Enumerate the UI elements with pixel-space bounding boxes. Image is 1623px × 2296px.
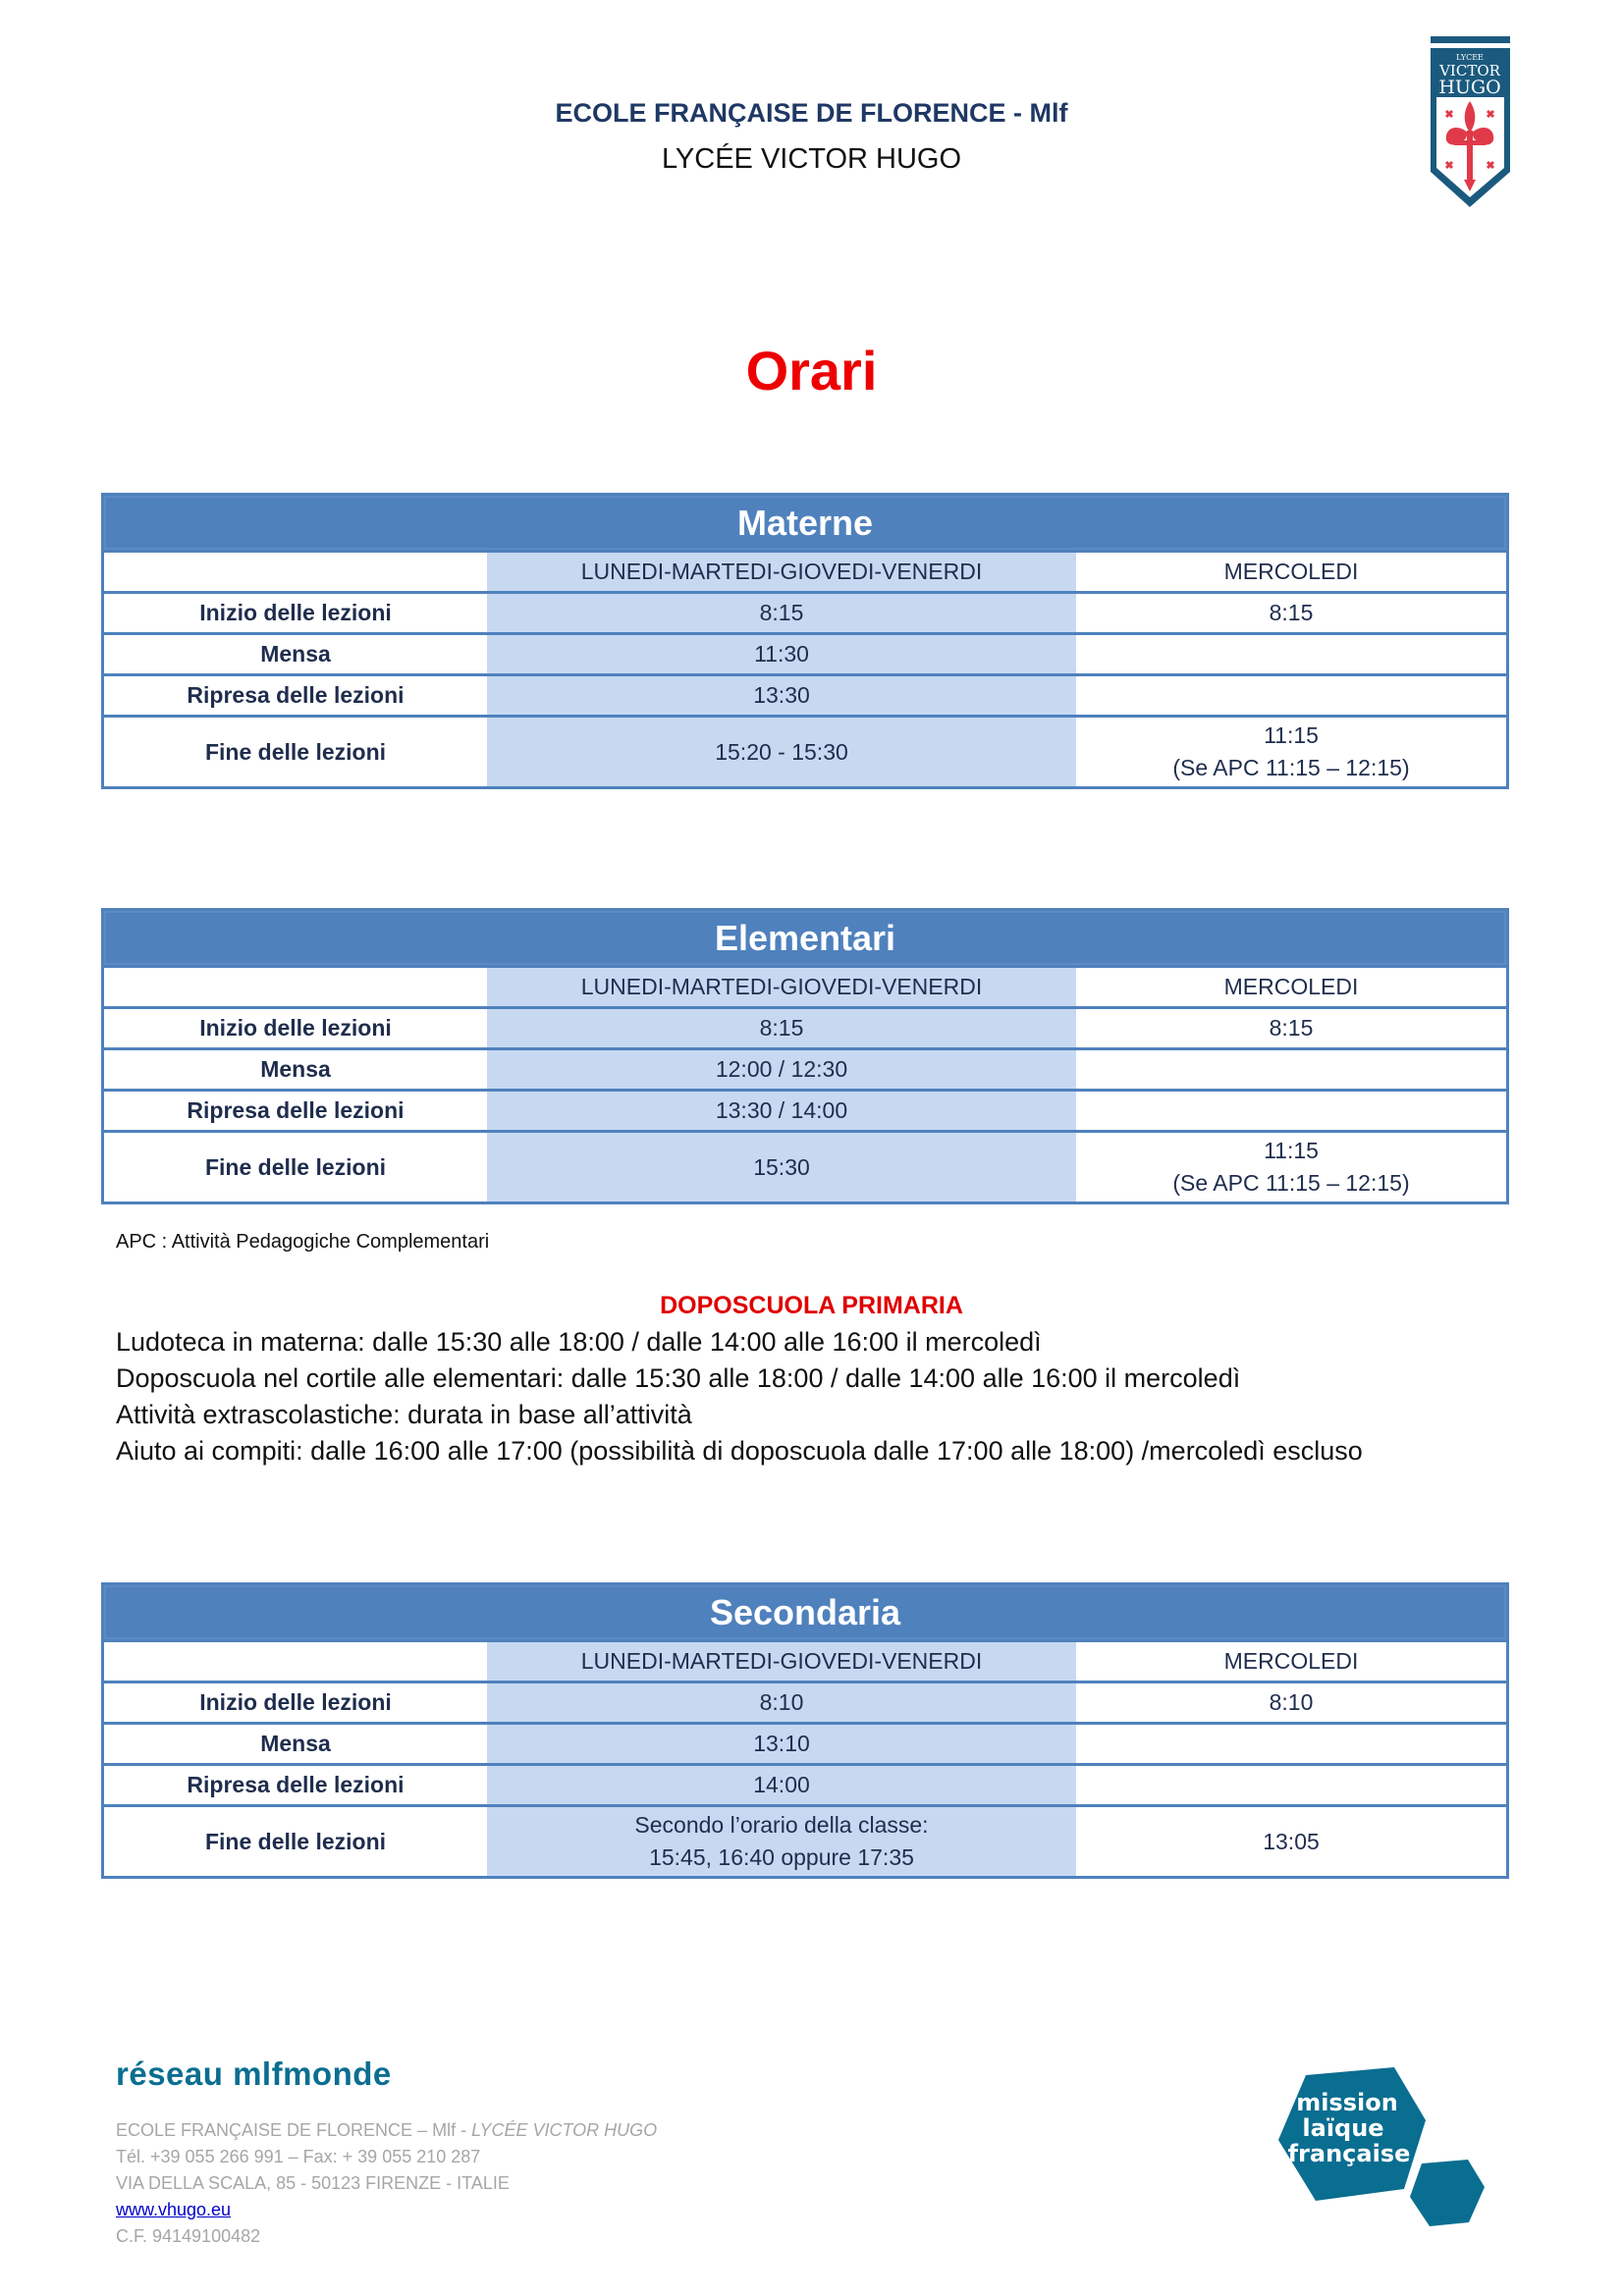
- header-wednesday: MERCOLEDI: [1223, 559, 1359, 584]
- table-row: [104, 1092, 1506, 1133]
- school-name: ECOLE FRANÇAISE DE FLORENCE - Mlf: [555, 98, 1068, 128]
- row-label: Inizio delle lezioni: [199, 600, 392, 625]
- table-row: [104, 1725, 1506, 1766]
- table-row: [104, 1683, 1506, 1725]
- weekday-value: 15:20 - 15:30: [487, 718, 1076, 786]
- wednesday-value: [1076, 1133, 1506, 1201]
- footer-lycee-name: LYCÉE VICTOR HUGO: [471, 2120, 658, 2140]
- footer-cf: C.F. 94149100482: [116, 2226, 261, 2246]
- doposcuola-line: Attività extrascolastiche: durata in base all’attività: [116, 1400, 692, 1429]
- weekday-value: 13:10: [487, 1725, 1076, 1763]
- weekday-value: 13:30 / 14:00: [487, 1092, 1076, 1130]
- doposcuola-line: Aiuto ai compiti: dalle 16:00 alle 17:00 (possibilità di doposcuola dalle 17:00 alle 18:00) /mercoledì escluso: [116, 1436, 1363, 1466]
- footer-school-name: ECOLE FRANÇAISE DE FLORENCE – Mlf -: [116, 2120, 472, 2140]
- header-empty: [104, 553, 487, 591]
- table-row: [104, 1050, 1506, 1092]
- table-title: Materne: [104, 496, 1506, 553]
- footer-address: VIA DELLA SCALA, 85 - 50123 FIRENZE - ITALIE: [116, 2173, 510, 2193]
- header-weekdays: LUNEDI-MARTEDI-GIOVEDI-VENERDI: [487, 1642, 1076, 1681]
- wednesday-value: [1076, 676, 1506, 715]
- wednesday-value: [1076, 1725, 1506, 1763]
- wednesday-value: [1076, 1050, 1506, 1089]
- header-empty: [104, 968, 487, 1006]
- row-label: Ripresa delle lezioni: [187, 1772, 405, 1797]
- lycee-name: LYCÉE VICTOR HUGO: [661, 143, 962, 175]
- mlf-logo-line3: française: [1287, 2140, 1411, 2167]
- doposcuola-title: DOPOSCUOLA PRIMARIA: [660, 1292, 963, 1319]
- row-label: Mensa: [260, 1056, 331, 1082]
- footer-website-link[interactable]: www.vhugo.eu: [116, 2200, 232, 2219]
- table-elementari: [101, 908, 1509, 1204]
- apc-note: APC : Attività Pedagogiche Complementari: [116, 1231, 490, 1253]
- wednesday-value: 8:15: [1269, 600, 1314, 625]
- wednesday-value: [1076, 1092, 1506, 1130]
- table-title: Elementari: [104, 911, 1506, 968]
- row-label: Inizio delle lezioni: [199, 1689, 392, 1715]
- wednesday-value-line2: (Se APC 11:15 – 12:15): [1172, 755, 1410, 780]
- table-row: [104, 1807, 1506, 1876]
- mlf-logo-line1: mission: [1296, 2089, 1398, 2116]
- victor-hugo-crest-logo: [1429, 34, 1512, 211]
- weekday-value-line2: 15:45, 16:40 oppure 17:35: [649, 1844, 914, 1870]
- mission-laique-francaise-logo: [1267, 2061, 1492, 2238]
- header-wednesday: MERCOLEDI: [1223, 974, 1359, 999]
- table-row: [104, 1009, 1506, 1050]
- table-title: Secondaria: [104, 1585, 1506, 1642]
- weekday-value: 8:15: [487, 1009, 1076, 1047]
- row-label: Mensa: [260, 641, 331, 667]
- header-empty: [104, 1642, 487, 1681]
- table-row: [104, 676, 1506, 718]
- doposcuola-line: Doposcuola nel cortile alle elementari: dalle 15:30 alle 18:00 / dalle 14:00 alle 16:00 il mercoledì: [116, 1363, 1241, 1393]
- header-weekdays: LUNEDI-MARTEDI-GIOVEDI-VENERDI: [487, 968, 1076, 1006]
- header-weekdays: LUNEDI-MARTEDI-GIOVEDI-VENERDI: [487, 553, 1076, 591]
- wednesday-value: [1076, 1766, 1506, 1804]
- table-row: [104, 718, 1506, 786]
- weekday-value-line1: Secondo l’orario della classe:: [634, 1812, 929, 1838]
- table-header-row: [104, 968, 1506, 1009]
- table-row: [104, 1133, 1506, 1201]
- weekday-value: 14:00: [487, 1766, 1076, 1804]
- table-row: [104, 635, 1506, 676]
- table-header-row: [104, 1642, 1506, 1683]
- wednesday-value-line1: 11:15: [1264, 722, 1319, 748]
- weekday-value: 13:30: [487, 676, 1076, 715]
- row-label: Fine delle lezioni: [204, 738, 387, 765]
- table-header-row: [104, 553, 1506, 594]
- weekday-value: 8:15: [487, 594, 1076, 632]
- page-title: Orari: [745, 340, 878, 401]
- table-row: [104, 594, 1506, 635]
- wednesday-value: [1076, 635, 1506, 673]
- table-materne: [101, 493, 1509, 789]
- row-label: Ripresa delle lezioni: [187, 682, 405, 708]
- row-label: Mensa: [260, 1731, 331, 1756]
- footer-phone: Tél. +39 055 266 991 – Fax: + 39 055 210 287: [116, 2147, 481, 2166]
- row-label: Inizio delle lezioni: [199, 1015, 392, 1041]
- table-secondaria: [101, 1582, 1509, 1879]
- wednesday-value-line2: (Se APC 11:15 – 12:15): [1172, 1170, 1410, 1196]
- reseau-mlfmonde-logo: réseau mlfmonde: [116, 2056, 392, 2092]
- footer-school-line: [116, 2120, 657, 2141]
- row-label: Fine delle lezioni: [204, 1828, 387, 1854]
- weekday-value: [487, 1807, 1076, 1876]
- mlf-logo-line2: laïque: [1302, 2114, 1384, 2142]
- wednesday-value: 8:10: [1269, 1689, 1314, 1715]
- wednesday-value: 13:05: [1263, 1828, 1320, 1854]
- wednesday-value-line1: 11:15: [1264, 1138, 1319, 1163]
- svg-text:VICTOR: VICTOR: [1439, 62, 1500, 80]
- weekday-value: 15:30: [487, 1133, 1076, 1201]
- weekday-value: 12:00 / 12:30: [487, 1050, 1076, 1089]
- wednesday-value: [1076, 718, 1506, 786]
- weekday-value: 8:10: [487, 1683, 1076, 1722]
- svg-text:HUGO: HUGO: [1438, 77, 1501, 98]
- row-label: Fine delle lezioni: [204, 1153, 387, 1180]
- wednesday-value: 8:15: [1269, 1015, 1314, 1041]
- doposcuola-line: Ludoteca in materna: dalle 15:30 alle 18:00 / dalle 14:00 alle 16:00 il mercoledì: [116, 1327, 1042, 1357]
- svg-text:LYCEE: LYCEE: [1456, 53, 1484, 62]
- row-label: Ripresa delle lezioni: [187, 1097, 405, 1123]
- table-row: [104, 1766, 1506, 1807]
- weekday-value: 11:30: [487, 635, 1076, 673]
- header-wednesday: MERCOLEDI: [1223, 1648, 1359, 1674]
